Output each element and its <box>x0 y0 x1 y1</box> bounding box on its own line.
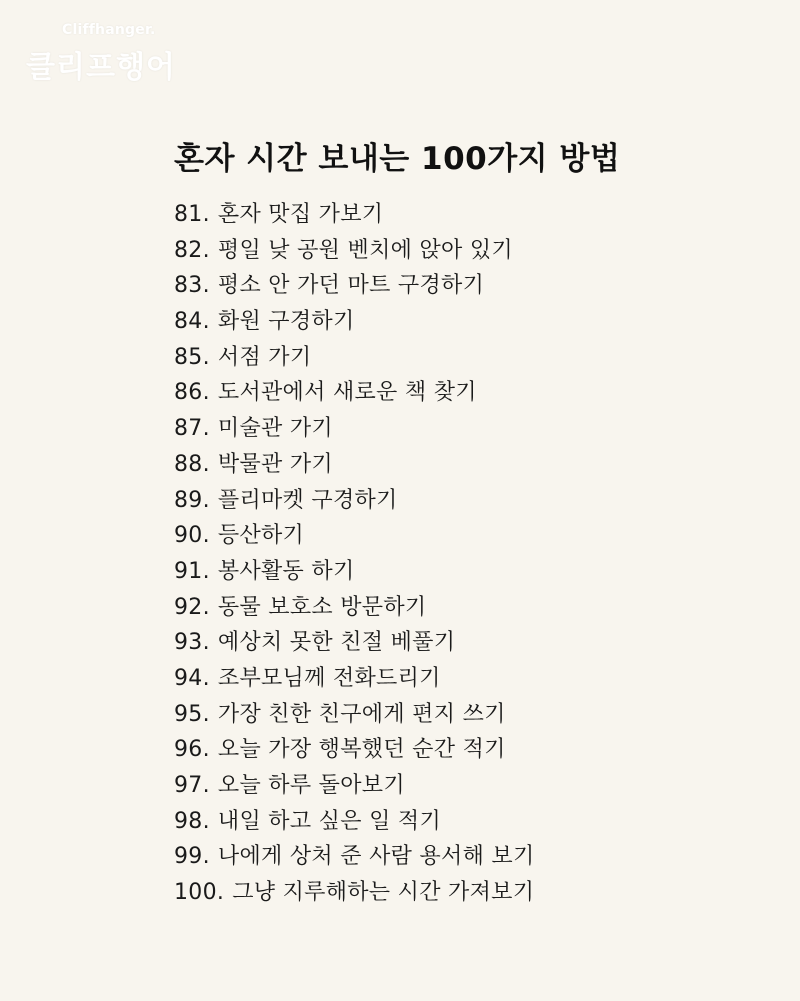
logo-english-text: Cliffhanger. <box>62 22 156 38</box>
item-number: 86. <box>174 380 210 406</box>
item-text: 나에게 상처 준 사람 용서해 보기 <box>217 844 535 870</box>
item-number: 93. <box>174 630 210 656</box>
list-item <box>174 768 535 804</box>
item-number: 98. <box>174 808 210 834</box>
item-text: 그냥 지루해하는 시간 가져보기 <box>232 880 535 906</box>
list-item <box>174 411 535 447</box>
list-item <box>174 697 535 733</box>
list-item <box>174 340 535 376</box>
item-number: 100. <box>174 880 225 906</box>
item-number: 83. <box>174 273 210 299</box>
list-item <box>174 447 535 483</box>
item-text: 도서관에서 새로운 책 찾기 <box>217 380 477 406</box>
item-text: 가장 친한 친구에게 편지 쓰기 <box>217 701 506 727</box>
item-number: 97. <box>174 773 210 798</box>
list-item <box>174 375 535 411</box>
item-number: 99. <box>174 844 210 870</box>
item-text: 평일 낮 공원 벤치에 앉아 있기 <box>217 237 513 263</box>
item-text: 조부모님께 전화드리기 <box>217 665 441 691</box>
item-number: 96. <box>174 737 210 763</box>
list-item <box>174 804 535 840</box>
list-item <box>174 839 535 875</box>
item-text: 미술관 가기 <box>217 416 333 442</box>
item-number: 94. <box>174 665 210 691</box>
list-item <box>174 661 535 697</box>
tips-list <box>174 197 535 911</box>
item-number: 88. <box>174 451 210 477</box>
item-text: 박물관 가기 <box>217 451 333 477</box>
item-number: 92. <box>174 594 210 620</box>
item-text: 동물 보호소 방문하기 <box>217 594 427 620</box>
item-text: 내일 하고 싶은 일 적기 <box>217 808 442 834</box>
list-item <box>174 483 535 519</box>
item-text: 등산하기 <box>217 523 305 549</box>
item-text: 오늘 하루 돌아보기 <box>217 773 405 798</box>
item-text: 서점 가기 <box>217 344 312 370</box>
item-number: 95. <box>174 701 210 727</box>
logo-korean-text: 클리프행어 <box>26 50 176 85</box>
item-number: 81. <box>174 202 210 227</box>
item-text: 평소 안 가던 마트 구경하기 <box>217 273 485 299</box>
list-item <box>174 732 535 768</box>
item-number: 82. <box>174 237 210 263</box>
item-number: 90. <box>174 523 210 549</box>
list-item <box>174 554 535 590</box>
brand-logo <box>24 18 184 88</box>
page-title: 혼자 시간 보내는 100가지 방법 <box>174 140 621 177</box>
list-item <box>174 625 535 661</box>
item-number: 87. <box>174 416 210 442</box>
item-number: 91. <box>174 558 210 584</box>
item-text: 플리마켓 구경하기 <box>217 487 398 513</box>
item-number: 84. <box>174 309 210 335</box>
list-item <box>174 590 535 626</box>
item-number: 89. <box>174 487 210 513</box>
item-text: 예상치 못한 친절 베풀기 <box>217 630 456 656</box>
list-item <box>174 304 535 340</box>
list-item <box>174 875 535 911</box>
list-item <box>174 268 535 304</box>
item-text: 혼자 맛집 가보기 <box>217 202 384 227</box>
list-item <box>174 518 535 554</box>
item-text: 화원 구경하기 <box>217 309 355 335</box>
item-number: 85. <box>174 344 210 370</box>
item-text: 오늘 가장 행복했던 순간 적기 <box>217 737 506 763</box>
list-item <box>174 197 535 233</box>
item-text: 봉사활동 하기 <box>217 558 355 584</box>
list-item <box>174 233 535 269</box>
